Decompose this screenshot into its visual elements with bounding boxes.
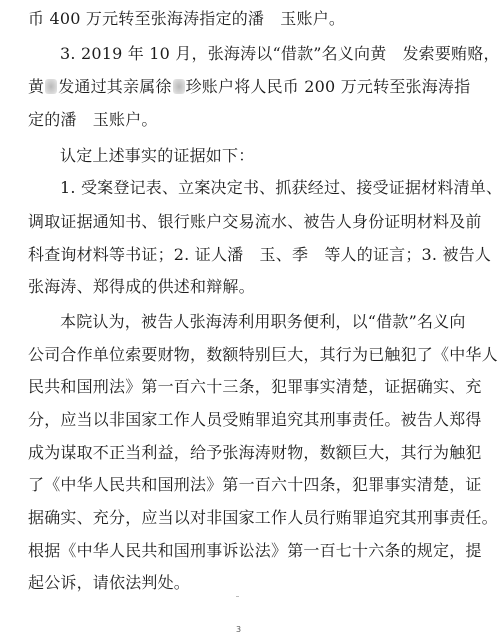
paragraph-line: 定的潘 玉账户。 bbox=[28, 110, 158, 129]
paragraph-line: 认定上述事实的证据如下： bbox=[60, 146, 255, 165]
paragraph-line: 公司合作单位索要财物，数额特别巨大，其行为已触犯了《中华人 bbox=[28, 345, 498, 364]
paragraph-line: 本院认为，被告人张海涛利用职务便利，以“借款”名义向 bbox=[60, 312, 466, 331]
paragraph-line: 据确实、充分，应当以对非国家工作人员行贿罪追究其刑事责任。 bbox=[28, 508, 498, 527]
paragraph-line: 成为谋取不正当利益，给予张海涛财物，数额巨大，其行为触犯 bbox=[28, 443, 482, 462]
page-number: 3 bbox=[236, 625, 242, 634]
paragraph-line: 3. 2019 年 10 月，张海涛以“借款”名义向黄 发索要贿赂， bbox=[60, 44, 500, 63]
paragraph-line: 民共和国刑法》第一百六十三条，犯罪事实清楚，证据确实、充 bbox=[28, 377, 482, 396]
paragraph-line: 分，应当以非国家工作人员受贿罪追究其刑事责任。被告人郑得 bbox=[28, 410, 482, 429]
paragraph-line: 了《中华人民共和国刑法》第一百六十四条，犯罪事实清楚，证 bbox=[28, 475, 482, 494]
paragraph-line: 张海涛、郑得成的供述和辩解。 bbox=[28, 277, 255, 296]
redaction-mark bbox=[173, 79, 185, 94]
paragraph-line: 起公诉，请依法判处。 bbox=[28, 573, 191, 592]
paragraph-line: 币 400 万元转至张海涛指定的潘 玉账户。 bbox=[28, 9, 346, 28]
paragraph-line: 调取证据通知书、银行账户交易流水、被告人身份证明材料及前 bbox=[28, 212, 482, 231]
redaction-mark bbox=[387, 46, 401, 61]
paragraph-line: 1. 受案登记表、立案决定书、抓获经过、接受证据材料清单、 bbox=[60, 178, 502, 197]
paragraph-line: 科查询材料等书证；2. 证人潘 玉、季 等人的证言；3. 被告人 bbox=[28, 245, 492, 264]
paragraph-line: 黄 发通过其亲属徐 珍账户将人民币 200 万元转至张海涛指 bbox=[28, 77, 471, 96]
scan-speck bbox=[236, 596, 239, 597]
paragraph-line: 根据《中华人民共和国刑事诉讼法》第一百七十六条的规定，提 bbox=[28, 541, 482, 560]
redaction-mark bbox=[45, 79, 57, 94]
